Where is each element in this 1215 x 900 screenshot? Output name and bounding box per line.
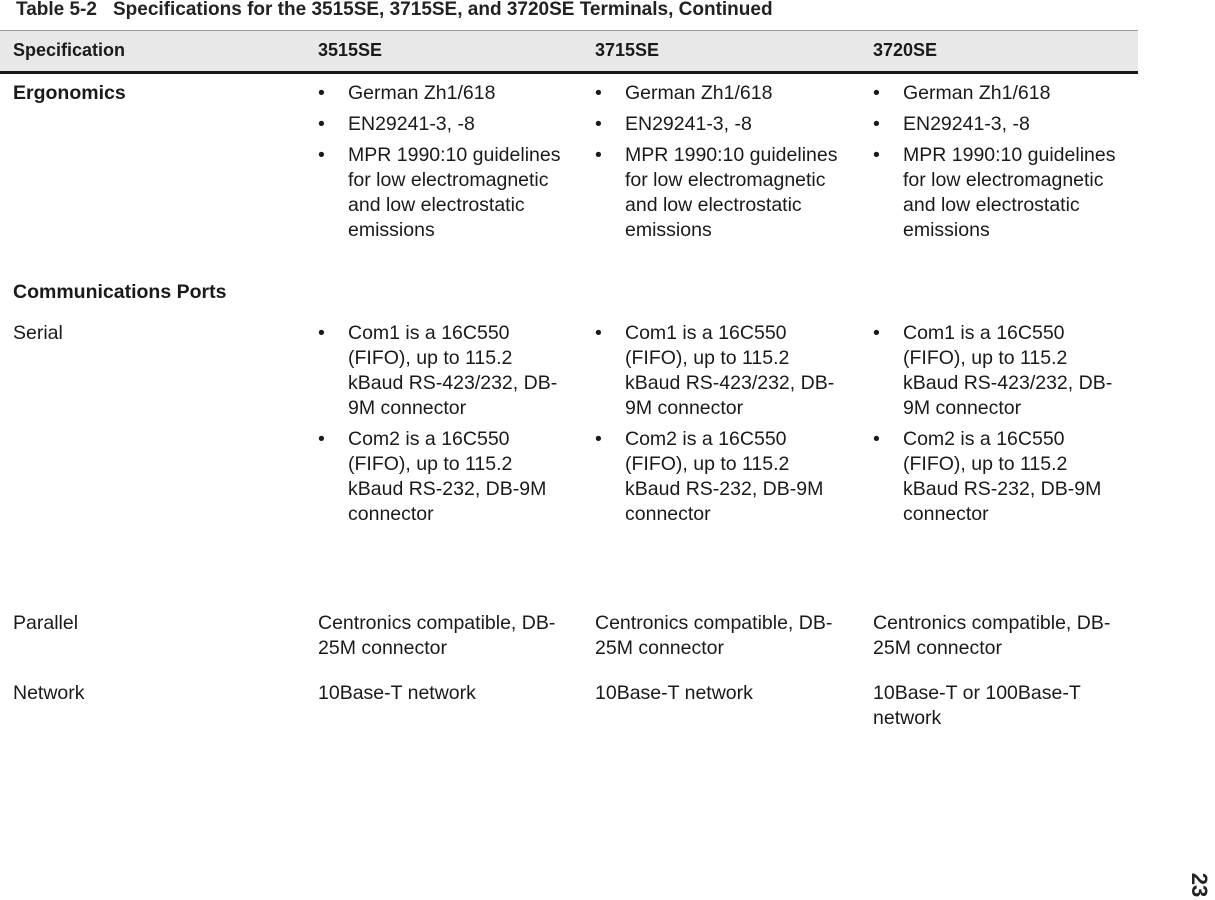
cell-3720se: 10Base-T or 100Base-T network bbox=[873, 682, 1081, 729]
table-number: Table 5-2 bbox=[16, 0, 97, 20]
list-item: • EN29241-3, -8 bbox=[318, 112, 568, 137]
cell-3515se: 10Base-T network bbox=[318, 682, 476, 704]
list-item: • MPR 1990:10 guidelines for low electromagnetic and low electrostatic emissions bbox=[318, 143, 568, 243]
list-item: • Com1 is a 16C550 (FIFO), up to 115.2 kBaud RS-423/232, DB-9M connector bbox=[873, 321, 1123, 421]
cell-3715se: Centronics compatible, DB-25M connector bbox=[595, 612, 833, 659]
cell-3515se bbox=[318, 321, 568, 533]
list-item: • MPR 1990:10 guidelines for low electromagnetic and low electrostatic emissions bbox=[595, 143, 845, 243]
cell-3720se bbox=[873, 321, 1123, 533]
list-item: • Com2 is a 16C550 (FIFO), up to 115.2 kBaud RS-232, DB-9M connector bbox=[873, 427, 1123, 527]
list-item: • Com1 is a 16C550 (FIFO), up to 115.2 kBaud RS-423/232, DB-9M connector bbox=[595, 321, 845, 421]
table-row-communications-ports bbox=[0, 280, 1138, 321]
cell-3715se bbox=[595, 81, 845, 249]
row-label: Parallel bbox=[13, 612, 79, 634]
table-row-network bbox=[0, 681, 1138, 741]
list-item: • EN29241-3, -8 bbox=[595, 112, 845, 137]
list-item: • German Zh1/618 bbox=[873, 81, 1123, 106]
cell-3715se bbox=[595, 321, 845, 533]
row-label: Serial bbox=[13, 322, 63, 344]
cell-3515se: Centronics compatible, DB-25M connector bbox=[318, 612, 556, 659]
list-item: • German Zh1/618 bbox=[595, 81, 845, 106]
row-label: Ergonomics bbox=[13, 82, 126, 104]
list-item: • German Zh1/618 bbox=[318, 81, 568, 106]
cell-3715se: 10Base-T network bbox=[595, 682, 753, 704]
list-item: • MPR 1990:10 guidelines for low electromagnetic and low electrostatic emissions bbox=[873, 143, 1123, 243]
table-row-ergonomics bbox=[0, 81, 1138, 287]
table-caption bbox=[16, 0, 773, 21]
list-item: • EN29241-3, -8 bbox=[873, 112, 1123, 137]
list-item: • Com2 is a 16C550 (FIFO), up to 115.2 kBaud RS-232, DB-9M connector bbox=[595, 427, 845, 527]
row-label: Communications Ports bbox=[13, 281, 227, 303]
header-3715se: 3715SE bbox=[595, 40, 660, 60]
row-label: Network bbox=[13, 682, 85, 704]
cell-3720se: Centronics compatible, DB-25M connector bbox=[873, 612, 1111, 659]
table-title: Specifications for the 3515SE, 3715SE, and 3720SE Terminals, Continued bbox=[112, 0, 773, 20]
header-3515se: 3515SE bbox=[318, 40, 383, 60]
cell-3515se bbox=[318, 81, 568, 249]
list-item: • Com2 is a 16C550 (FIFO), up to 115.2 kBaud RS-232, DB-9M connector bbox=[318, 427, 568, 527]
header-specification: Specification bbox=[13, 40, 126, 60]
list-item: • Com1 is a 16C550 (FIFO), up to 115.2 kBaud RS-423/232, DB-9M connector bbox=[318, 321, 568, 421]
spec-table bbox=[0, 30, 1138, 741]
table-row-serial bbox=[0, 321, 1138, 611]
table-row-parallel bbox=[0, 611, 1138, 681]
cell-3720se bbox=[873, 81, 1123, 249]
table-header bbox=[0, 30, 1138, 74]
header-3720se: 3720SE bbox=[873, 40, 938, 60]
page-number: 23 bbox=[1186, 872, 1212, 898]
